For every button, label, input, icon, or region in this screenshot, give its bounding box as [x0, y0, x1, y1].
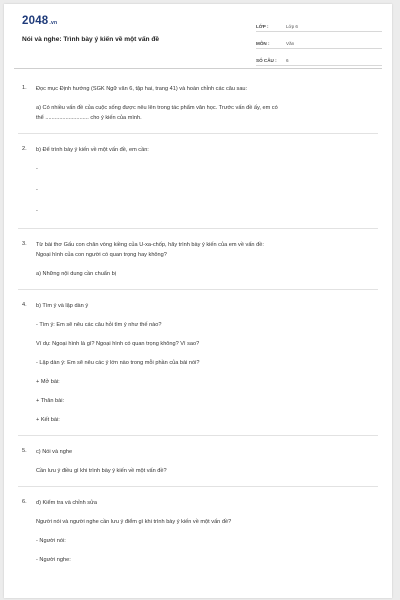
question-text: d) Kiểm tra và chỉnh sửa — [36, 500, 97, 506]
question-text: - Tìm ý: Em sẽ nêu các câu hỏi tìm ý như thế nào? — [36, 322, 162, 328]
meta-label: LỚP : — [256, 24, 269, 29]
question-divider — [18, 289, 378, 290]
meta-label: MÔN : — [256, 41, 270, 46]
question-number: 1. — [22, 85, 27, 91]
worksheet-header — [4, 4, 392, 68]
meta-row-count — [256, 52, 382, 66]
question-text: a) Có nhiều vấn đề của cuộc sống được nêu lên trong tác phẩm văn học. Trước vấn đề ấy, em có — [36, 105, 278, 111]
answer-dash: - — [36, 208, 38, 214]
question-4 — [22, 302, 376, 425]
meta-value: Văn — [286, 41, 295, 46]
meta-row-subject — [256, 35, 382, 49]
question-text: Cần lưu ý điều gì khi trình bày ý kiến về một vấn đề? — [36, 468, 167, 474]
answer-dash: - — [36, 187, 38, 193]
question-divider — [18, 486, 378, 487]
question-body — [36, 499, 376, 565]
question-text: - Người nghe: — [36, 557, 71, 563]
question-text: Người nói và người nghe cần lưu ý điểm gì khi trình bày ý kiến về một vấn đề? — [36, 519, 232, 525]
question-body — [36, 146, 376, 216]
question-text: c) Nói và nghe — [36, 449, 73, 455]
meta-box — [256, 18, 382, 69]
question-6 — [22, 499, 376, 565]
question-1 — [22, 85, 376, 123]
question-text: + Thân bài: — [36, 398, 65, 404]
question-text: - Người nói: — [36, 538, 66, 544]
question-number: 3. — [22, 241, 27, 247]
meta-label: SỐ CÂU : — [256, 58, 277, 63]
meta-value: Lớp 6 — [286, 24, 298, 29]
worksheet-page — [4, 4, 392, 598]
question-text: + Mở bài: — [36, 379, 60, 385]
question-divider — [18, 228, 378, 229]
question-divider — [18, 435, 378, 436]
question-text: a) Những nội dung cần chuẩn bị — [36, 271, 116, 277]
worksheet-title: Nói và nghe: Trình bày ý kiến về một vấn đề — [22, 36, 160, 43]
questions-list — [4, 69, 392, 565]
question-text: Từ bài thơ Gấu con chân vòng kiềng của U-xa-chốp, hãy trình bày ý kiến của em về vấn đề: — [36, 242, 264, 248]
question-number: 2. — [22, 146, 27, 152]
question-text: Ví dụ: Ngoại hình là gì? Ngoại hình có quan trọng không? Vì sao? — [36, 341, 200, 347]
question-text: + Kết bài: — [36, 417, 60, 423]
question-number: 4. — [22, 302, 27, 308]
question-text: b) Để trình bày ý kiến về một vấn đề, em cần: — [36, 147, 149, 153]
question-divider — [18, 133, 378, 134]
question-text: Đọc mục Định hướng (SGK Ngữ văn 6, tập hai, trang 41) và hoàn chỉnh các câu sau: — [36, 86, 248, 92]
question-2 — [22, 146, 376, 216]
answer-dash: - — [36, 166, 38, 172]
meta-row-class — [256, 18, 382, 32]
site-logo[interactable] — [22, 15, 57, 27]
logo-main: 2048 — [22, 15, 49, 27]
question-body — [36, 448, 376, 476]
question-text: thể ............................ cho ý kiến của mình. — [36, 115, 142, 121]
question-body — [36, 302, 376, 425]
meta-value: 6 — [286, 58, 289, 63]
question-text: b) Tìm ý và lập dàn ý — [36, 303, 89, 309]
question-body — [36, 85, 376, 123]
question-number: 6. — [22, 499, 27, 505]
question-text: Ngoại hình của con người có quan trọng hay không? — [36, 252, 167, 258]
logo-sub: .vn — [49, 20, 58, 26]
question-number: 5. — [22, 448, 27, 454]
question-text: - Lập dàn ý: Em sẽ nêu các ý lớn nào trong mỗi phần của bài nói? — [36, 360, 200, 366]
question-3 — [22, 241, 376, 279]
question-5 — [22, 448, 376, 476]
question-body — [36, 241, 376, 279]
